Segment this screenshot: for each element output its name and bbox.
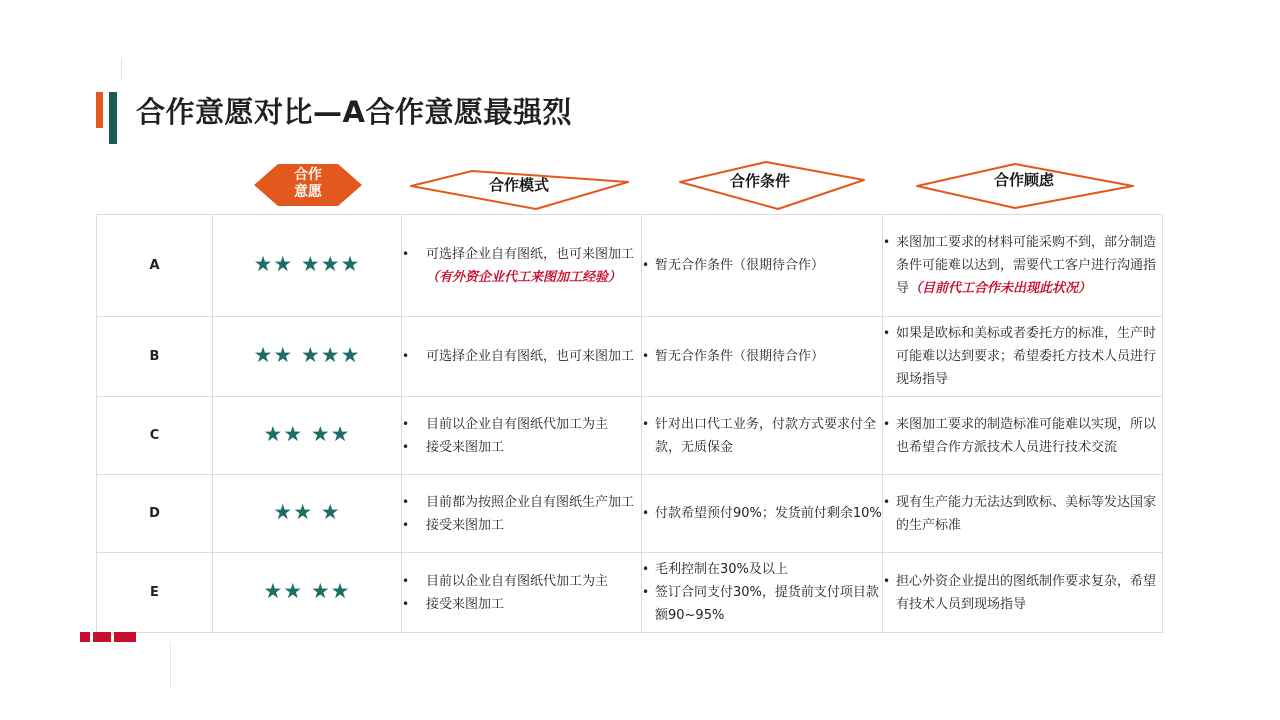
- mode-note: （有外资企业代工来图加工经验）: [426, 269, 622, 285]
- willingness-badge: [254, 164, 362, 206]
- mode-item: [402, 491, 641, 514]
- cell-condition: [642, 215, 883, 317]
- mode-list: [402, 413, 641, 459]
- row-label: C: [97, 397, 213, 475]
- cell-condition: [642, 475, 883, 553]
- mode-text: 接受来图加工: [426, 439, 505, 455]
- cell-mode: [402, 475, 642, 553]
- willingness-badge-label: 合作 意愿: [294, 167, 322, 200]
- mode-text: 目前都为按照企业自有图纸生产加工: [426, 494, 635, 510]
- star-icons: ★★ ★★★: [253, 342, 361, 367]
- slide-guide-line-bottom: [170, 642, 171, 688]
- mode-text: 目前以企业自有图纸代加工为主: [426, 573, 609, 589]
- cell-mode: [402, 317, 642, 397]
- concern-item: [883, 322, 1162, 391]
- star-rating: [213, 317, 402, 397]
- cell-mode: [402, 553, 642, 633]
- cell-mode: [402, 397, 642, 475]
- star-icons: ★★ ★★: [263, 421, 351, 446]
- concern-item: [883, 491, 1162, 537]
- condition-item: • 暂无合作条件（很期待合作）: [642, 254, 882, 277]
- star-rating: [213, 215, 402, 317]
- company-logo-fragment: [80, 632, 142, 642]
- concern-text: 现有生产能力无法达到欧标、美标等发达国家的生产标准: [896, 494, 1157, 533]
- concern-list: [883, 413, 1162, 459]
- condition-list: [642, 502, 882, 525]
- star-rating: [213, 553, 402, 633]
- cell-condition: [642, 553, 883, 633]
- mode-item: [402, 593, 641, 616]
- mode-text: 接受来图加工: [426, 517, 505, 533]
- star-rating: [213, 475, 402, 553]
- comparison-table: [96, 214, 1163, 633]
- concern-list: [883, 570, 1162, 616]
- row-label: A: [97, 215, 213, 317]
- condition-item: • 暂无合作条件（很期待合作）: [642, 345, 882, 368]
- star-icons: ★★ ★★: [263, 578, 351, 603]
- table-row: [97, 215, 1163, 317]
- mode-text: 目前以企业自有图纸代加工为主: [426, 416, 609, 432]
- condition-list: [642, 558, 882, 627]
- row-label: E: [97, 553, 213, 633]
- condition-list: [642, 345, 882, 368]
- mode-text: 可选择企业自有图纸，也可来图加工: [426, 349, 635, 364]
- mode-list: [402, 243, 641, 289]
- page-title: 合作意愿对比—A合作意愿最强烈: [136, 95, 572, 129]
- cell-concern: [883, 215, 1163, 317]
- slide-guide-line-top: [121, 58, 122, 80]
- mode-item: [402, 514, 641, 537]
- mode-item: [402, 436, 641, 459]
- mode-item: [402, 243, 641, 289]
- mode-list: [402, 570, 641, 616]
- concern-list: [883, 322, 1162, 391]
- concern-list: [883, 231, 1162, 300]
- concern-item: [883, 231, 1162, 300]
- table-row: [97, 475, 1163, 553]
- concern-text: 担心外资企业提出的图纸制作要求复杂，希望有技术人员到现场指导: [896, 573, 1157, 612]
- column-header-concern: [915, 160, 1133, 212]
- column-header-mode: [410, 160, 628, 212]
- row-label: D: [97, 475, 213, 553]
- condition-item: • 签订合同支付30%，提货前支付项目款额90~95%: [642, 581, 882, 627]
- cell-condition: [642, 397, 883, 475]
- cell-condition: [642, 317, 883, 397]
- row-label: B: [97, 317, 213, 397]
- table-row: [97, 397, 1163, 475]
- star-rating: [213, 397, 402, 475]
- cell-concern: [883, 475, 1163, 553]
- cell-concern: [883, 317, 1163, 397]
- column-header-condition: [655, 160, 865, 212]
- comparison-table-body: [97, 215, 1163, 633]
- concern-item: [883, 570, 1162, 616]
- star-icons: ★★ ★★★: [253, 251, 361, 276]
- condition-list: [642, 254, 882, 277]
- concern-text: 来图加工要求的材料可能采购不到，部分制造条件可能难以达到，需要代工客户进行沟通指导: [896, 235, 1157, 296]
- title-accent-teal: [109, 92, 117, 144]
- condition-list: [642, 413, 882, 459]
- condition-item: • 付款希望预付90%；发货前付剩余10%: [642, 502, 882, 525]
- condition-item: • 针对出口代工业务，付款方式要求付全款，无质保金: [642, 413, 882, 459]
- cell-concern: [883, 553, 1163, 633]
- mode-text: 接受来图加工: [426, 596, 505, 612]
- mode-item: [402, 570, 641, 593]
- concern-list: [883, 491, 1162, 537]
- cell-mode: [402, 215, 642, 317]
- column-header-condition-label: 合作条件: [729, 172, 790, 190]
- star-icons: ★★ ★: [273, 499, 341, 524]
- table-row: [97, 317, 1163, 397]
- table-row: [97, 553, 1163, 633]
- mode-item: [402, 345, 641, 368]
- mode-list: [402, 491, 641, 537]
- concern-note: （目前代工合作未出现此状况）: [909, 281, 1092, 296]
- mode-list: [402, 345, 641, 368]
- cell-concern: [883, 397, 1163, 475]
- concern-item: [883, 413, 1162, 459]
- mode-item: [402, 413, 641, 436]
- column-header-mode-label: 合作模式: [488, 176, 549, 194]
- title-accent-orange: [96, 92, 103, 128]
- mode-text: 可选择企业自有图纸，也可来图加工: [426, 246, 635, 262]
- condition-item: • 毛利控制在30%及以上: [642, 558, 882, 581]
- concern-text: 来图加工要求的制造标准可能难以实现，所以也希望合作方派技术人员进行技术交流: [896, 416, 1157, 455]
- concern-text: 如果是欧标和美标或者委托方的标准，生产时可能难以达到要求；希望委托方技术人员进行现场指导: [896, 326, 1157, 387]
- column-header-concern-label: 合作顾虑: [993, 171, 1054, 189]
